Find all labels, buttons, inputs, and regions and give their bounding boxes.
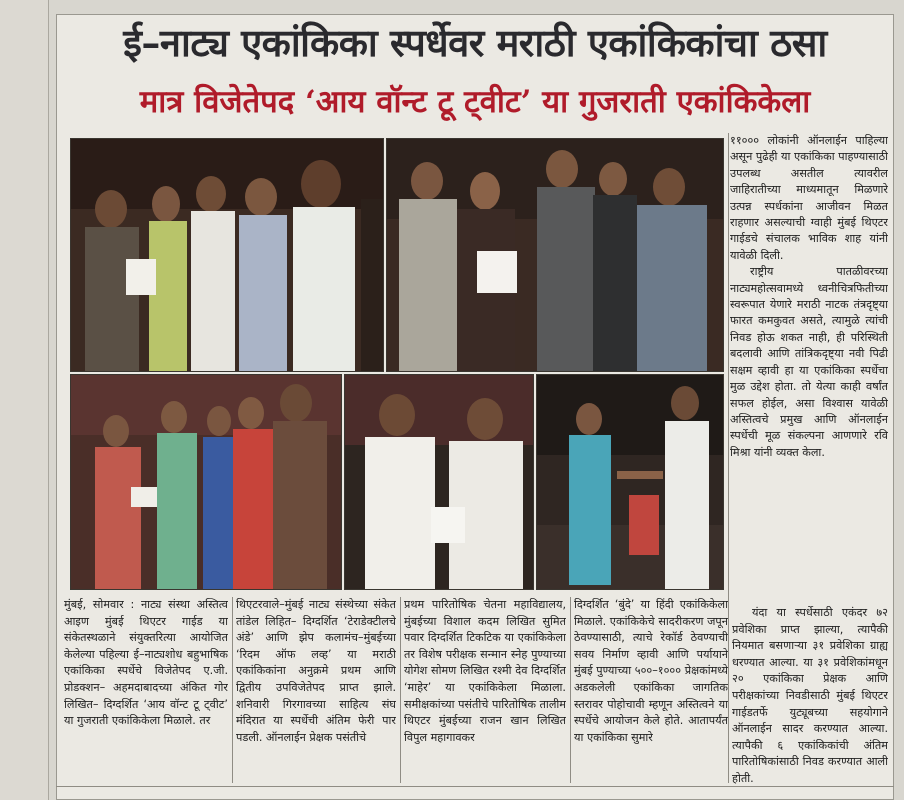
adjacent-page-edge: [0, 0, 49, 800]
photo-award-group-2: [386, 138, 724, 372]
column-paragraph: थिएटरवाले–मुंबई नाट्य संस्थेच्या संकेत तांडेल लिहित– दिग्दर्शित ‘टेराडेक्टीलचे अंडे’ आणि झेप कलामंच–मुंबईच्या ‘रिदम ऑफ लव्ह’ या मराठी एकांकिकांना अनुक्रमे प्रथम आणि द्वितीय उपविजेतेपद प्राप्त झाले. शनिवारी गिरगावच्या साहित्य संघ मंदिरात या स्पर्धेची अंतिम फेरी पार पडली. ऑनलाईन प्रेक्षक पसंतीचे: [236, 598, 396, 744]
column-rule: [400, 597, 401, 783]
article-column-1: [64, 597, 228, 785]
right-column-paragraph: राष्ट्रीय पातळीवरच्या नाट्यमहोत्सवामध्ये ध्वनीचित्रफितीच्या स्वरूपात येणारे मराठी नाटक तंत्रदृष्ट्या फारत कमकुवत असते, त्यामुळे त्यांची निवड होऊ शकत नाही, ही परिस्थिती बदलावी आणि तांत्रिकदृष्ट्या नवी पिढी सक्षम व्हावी हा या एकांकिका स्पर्धेचा मुळ उद्देश होता. तो येत्या काही वर्षांत सफल होईल, असा विश्वास यावेळी अस्तित्वचे प्रमुख आणि ऑनलाईन स्पर्धेची मूळ संकल्पना आणणारे रवि मिश्रा यांनी व्यक्त केला.: [730, 265, 888, 459]
photo-award-group-1: [70, 138, 384, 372]
photo-award-two-men: [344, 374, 534, 590]
article-column-5: [732, 605, 888, 785]
column-paragraph: यंदा या स्पर्धेसाठी एकंदर ७२ प्रवेशिका प्राप्त झाल्या, त्यापैकी नियमात बसणाऱ्या ३१ प्रवेशिका ग्राह्य धरण्यात आल्या. या ३१ प्रवेशिकांमधून २० एकांकिका प्रेक्षक आणि परीक्षकांच्या निवडीसाठी मुंबई थिएटर गाईडतर्फे युट्यूबच्या सहयोगाने ऑनलाईन सादर करण्यात आल्या. त्यापैकी ६ एकांकिकांची अंतिम पारितोषिकांसाठी निवड करण्यात आली होती.: [732, 606, 888, 785]
column-rule: [570, 597, 571, 783]
article-column-3: [404, 597, 566, 785]
subheadline: मात्र विजेतेपद ‘आय वॉन्ट टू ट्वीट’ या गुजराती एकांकिकेला: [139, 84, 811, 120]
column-paragraph: प्रथम पारितोषिक चेतना महाविद्यालय, मुंबईच्या विशाल कदम लिखित सुमित पवार दिग्दर्शित टिकटिक या एकांकिकेला तर विशेष परीक्षक सन्मान स्नेह पुण्याच्या योगेश सोमण लिखित रश्मी देव दिग्दर्शित ‘माहेर’ या एकांकिकेला मिळाला. समीक्षकांच्या पसंतीचे पारितोषिक तालीम थिएटर मुंबईच्या राजन खान लिखित विपुल महागावकर: [404, 598, 566, 744]
photo-award-group-3: [70, 374, 342, 590]
article-column-2: [236, 597, 396, 785]
article-column-4: [574, 597, 728, 785]
right-column-text: [730, 133, 888, 603]
clipping-bottom-edge: [56, 786, 894, 787]
column-paragraph: मुंबई, सोमवार : नाट्य संस्था अस्तित्व आइण मुंबई थिएटर गाईड या संकेतस्थळाने संयुक्तरित्या आयोजित केलेल्या पहिल्या ई–नाट्यशोध बहुभाषिक एकांकिका स्पर्धेचे विजेतेपद ए.जी. प्रोडक्शन– अहमदाबादच्या अंकित गोर लिखित– दिग्दर्शित ‘आय वॉन्ट टू ट्वीट’ या गुजराती एकांकिकेला मिळाले. तर: [64, 598, 228, 728]
photo-award-handshake: [536, 374, 724, 590]
right-column-paragraph: ११००० लोकांनी ऑनलाईन पाहिल्या असून पुढेही या एकांकिका पाहण्यासाठी उपलब्ध असतील त्यावरील जाहिरातीच्या माध्यमातून मिळणारे उत्पन्न स्पर्धकांना आजीवन मिळत राहणार असल्याची ग्वाही मुंबई थिएटर गाईडचे संचालक भाविक शाह यांनी यावेळी दिली.: [730, 134, 888, 262]
headline: ई–नाट्य एकांकिका स्पर्धेवर मराठी एकांकिकांचा ठसा: [123, 20, 827, 65]
column-paragraph: दिग्दर्शित ‘बुंदे’ या हिंदी एकांकिकेला मिळाले. एकांकिकेचे सादरीकरण जपून ठेवण्यासाठी, त्याचे रेकॉर्ड ठेवण्याची सवय निर्माण व्हावी आणि पर्यायाने मुंबई पुण्याच्या ५००–१००० प्रेक्षकांमध्ये अडकलेली एकांकिका जागतिक स्तरावर पोहोचावी म्हणून अस्तित्वने या स्पर्धेचे आयोजन केले होते. आतापर्यंत या एकांकिका सुमारे: [574, 598, 728, 744]
column-rule: [728, 133, 729, 783]
column-rule: [232, 597, 233, 783]
